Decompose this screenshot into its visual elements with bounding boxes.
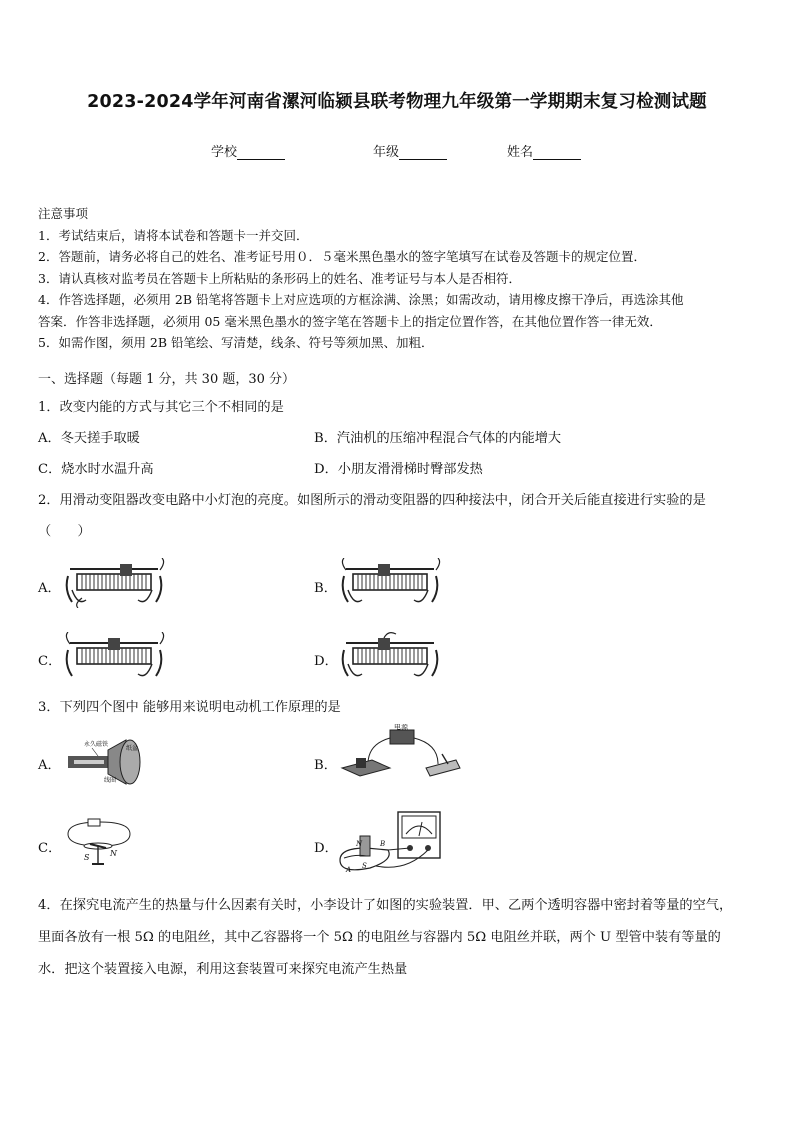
q2-paren: （ ） — [38, 524, 91, 539]
school-field[interactable] — [211, 141, 285, 160]
fig-a-label-magnet: 永久磁铁 — [84, 741, 109, 748]
note-item: 5．如需作图，须用 2B 铅笔绘、写清楚，线条、符号等须加黑、加粗． — [38, 335, 434, 350]
q4-line-3: 水．把这个装置接入电源，利用这套装置可来探究电流产生热量 — [38, 962, 408, 977]
name-label: 姓名 — [507, 145, 534, 160]
fig-a-label-cone: 纸盆 — [126, 745, 139, 752]
q3-figure-b — [338, 724, 462, 780]
q3-figure-a — [64, 736, 150, 788]
q2-option-c[interactable]: C． — [38, 654, 62, 669]
fig-a-label-coil: 线圈 — [104, 777, 117, 784]
fig-d-label-n: N — [356, 840, 363, 848]
q1-option-c[interactable]: C．烧水时水温升高 — [38, 462, 154, 477]
fig-d-label-a: A — [346, 866, 352, 874]
name-blank[interactable] — [533, 146, 581, 160]
note-item: 3．请认真核对监考员在答题卡上所粘贴的条形码上的姓名、准考证号与本人是否相符． — [38, 270, 521, 286]
q1-option-a[interactable]: A．冬天搓手取暖 — [38, 431, 140, 446]
note-item: 2．答题前，请务必将自己的姓名、准考证号用０．５毫米黑色墨水的签字笔填写在试卷及答题卡的规定位置． — [38, 249, 646, 264]
name-field[interactable] — [507, 141, 581, 160]
notes-heading: 注意事项 — [38, 206, 89, 221]
grade-field[interactable] — [373, 141, 447, 160]
note-item: 1．考试结束后，请将本试卷和答题卡一并交回． — [38, 227, 309, 243]
q3-figure-c — [64, 816, 134, 868]
note-item: 答案．作答非选择题，必须用 05 毫米黑色墨水的签字笔在答题卡上的指定位置作答，在其他位置作答一律无效． — [38, 313, 662, 329]
fig-d-label-s: S — [362, 862, 367, 870]
q1-option-d[interactable]: D．小朋友滑滑梯时臀部发热 — [314, 462, 483, 477]
school-label: 学校 — [211, 145, 238, 160]
q3-option-d[interactable]: D． — [314, 841, 338, 856]
fig-d-label-b: B — [380, 840, 386, 848]
grade-blank[interactable] — [399, 146, 447, 160]
school-blank[interactable] — [237, 146, 285, 160]
notes-block — [38, 203, 756, 354]
q2-figure-d — [338, 632, 443, 682]
note-item: 4．作答选择题，必须用 2B 铅笔将答题卡上对应选项的方框涂满、涂黑；如需改动，请用橡皮擦干净后，再选涂其他 — [38, 292, 684, 307]
q2-option-d[interactable]: D． — [314, 654, 338, 669]
q3-option-c[interactable]: C． — [38, 841, 62, 856]
q3-stem: 3．下列四个图中 能够用来说明电动机工作原理的是 — [38, 700, 341, 715]
fig-c-label-s: S — [84, 853, 90, 862]
q2-figure-b — [338, 558, 443, 608]
page-title: 2023-2024学年河南省漯河临颍县联考物理九年级第一学期期末复习检测试题 — [87, 92, 707, 112]
q2-option-b[interactable]: B． — [314, 581, 337, 596]
q3-figure-d — [336, 808, 446, 878]
q2-figure-c — [62, 632, 167, 682]
q1-stem: 1．改变内能的方式与其它三个不相同的是 — [38, 400, 284, 415]
fig-b-label-source: 电源 — [394, 724, 408, 731]
q2-figure-a — [62, 558, 167, 608]
q3-option-a[interactable]: A． — [38, 758, 61, 773]
q2-stem: 2．用滑动变阻器改变电路中小灯泡的亮度。如图所示的滑动变阻器的四种接法中，闭合开关后能直接进行实验的是 — [38, 493, 706, 508]
fig-c-label-n: N — [110, 849, 117, 858]
q4-line-2: 里面各放有一根 5Ω 的电阻丝，其中乙容器将一个 5Ω 的电阻丝与容器内 5Ω 电阻丝并联，两个 U 型管中装有等量的 — [38, 930, 721, 945]
q1-option-b[interactable]: B．汽油机的压缩冲程混合气体的内能增大 — [314, 431, 562, 446]
section-heading: 一、选择题（每题 1 分，共 30 题，30 分） — [38, 372, 296, 387]
q3-option-b[interactable]: B． — [314, 758, 337, 773]
grade-label: 年级 — [373, 145, 400, 160]
q2-option-a[interactable]: A． — [38, 581, 61, 596]
q4-line-1: 4．在探究电流产生的热量与什么因素有关时，小李设计了如图的实验装置．甲、乙两个透明容器中密封着等量的空气， — [38, 898, 733, 913]
